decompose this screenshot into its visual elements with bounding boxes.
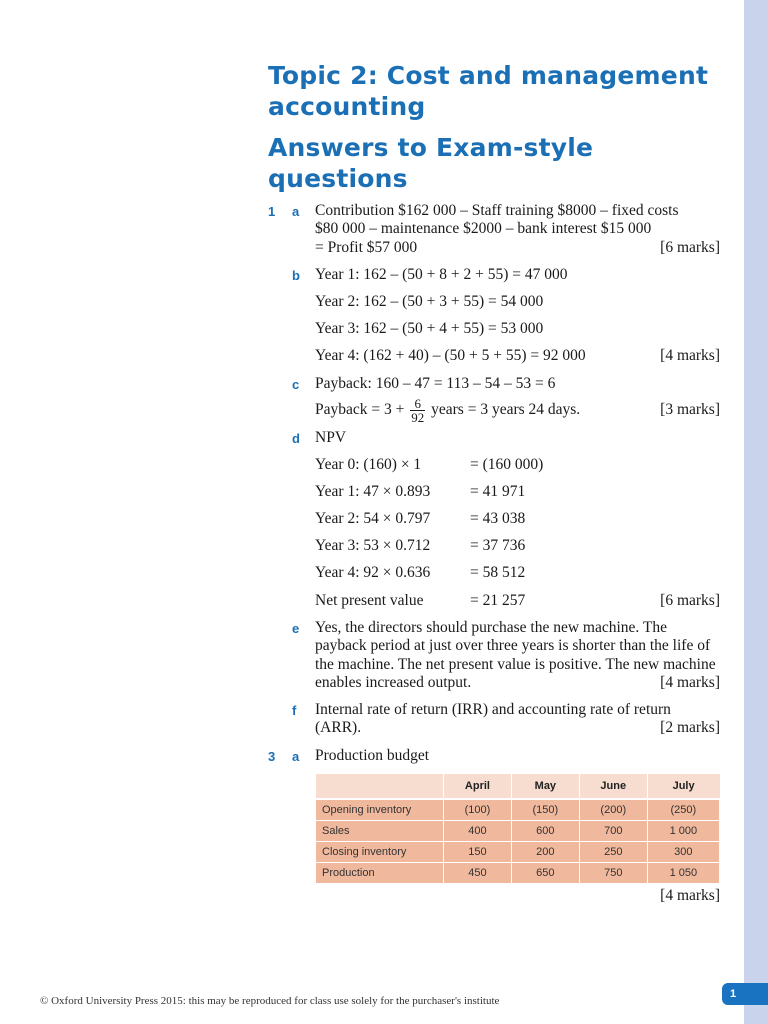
table-header-cell: May <box>511 774 579 799</box>
part-label-1d: d <box>292 431 300 446</box>
table-header-cell: June <box>579 774 647 799</box>
npv-row-left: Year 3: 53 × 0.712 <box>315 537 431 554</box>
part-label-1f: f <box>292 703 297 718</box>
table-cell: (150) <box>511 799 579 821</box>
table-cell: (250) <box>647 799 719 821</box>
row-label: Sales <box>316 821 444 842</box>
question-number-1: 1 <box>268 204 276 219</box>
answer-1a-line-1: Contribution $162 000 – Staff training $8000 – fixed costs <box>315 202 679 219</box>
table-cell: 1 000 <box>647 821 719 842</box>
marks-1d: [6 marks] <box>660 592 720 609</box>
table-row <box>316 821 720 842</box>
npv-row-right: = (160 000) <box>470 456 544 473</box>
page-number: 1 <box>722 983 768 1005</box>
table-cell: 200 <box>511 842 579 863</box>
marks-1a: [6 marks] <box>660 239 720 256</box>
npv-heading: NPV <box>315 429 347 446</box>
topic-title: Topic 2: Cost and management accounting <box>268 61 709 121</box>
answer-1b-line-2: Year 2: 162 – (50 + 3 + 55) = 54 000 <box>315 293 544 310</box>
part-label-1e: e <box>292 621 300 636</box>
npv-row-right: = 37 736 <box>470 537 526 554</box>
answer-1f-line-1: Internal rate of return (IRR) and accounting rate of return <box>315 701 671 718</box>
answer-1e-line-1: Yes, the directors should purchase the new machine. The <box>315 619 667 636</box>
answer-1e-line-2: payback period at just over three years is shorter than the life of <box>315 637 711 654</box>
table-row <box>316 863 720 884</box>
table-cell: 150 <box>444 842 512 863</box>
answer-1c-line-1: Payback: 160 – 47 = 113 – 54 – 53 = 6 <box>315 375 556 392</box>
row-label: Production <box>316 863 444 884</box>
npv-row-left: Year 1: 47 × 0.893 <box>315 483 431 500</box>
answers-title: Answers to Exam-style questions <box>268 133 594 193</box>
table-cell: 600 <box>511 821 579 842</box>
answer-1e-line-4: enables increased output. <box>315 674 472 691</box>
answer-1e-line-3: the machine. The net present value is positive. The new machine <box>315 656 716 673</box>
marks-1e: [4 marks] <box>660 674 720 691</box>
answer-1b-line-3: Year 3: 162 – (50 + 4 + 55) = 53 000 <box>315 320 544 337</box>
question-number-3: 3 <box>268 749 276 764</box>
production-budget-table <box>315 774 720 884</box>
answer-1f-line-2: (ARR). <box>315 719 362 736</box>
table-cell: 300 <box>647 842 719 863</box>
part-label-1c: c <box>292 377 300 392</box>
production-budget-heading: Production budget <box>315 747 430 764</box>
answer-1a-line-2: $80 000 – maintenance $2000 – bank interest $15 000 <box>315 220 652 237</box>
answer-1a-line-3: = Profit $57 000 <box>315 239 418 256</box>
marks-3a: [4 marks] <box>660 887 720 904</box>
table-cell: 750 <box>579 863 647 884</box>
table-cell: (100) <box>444 799 512 821</box>
table-row <box>316 799 720 821</box>
answer-1c-line-2: Payback = 3 + $\frac{6}{92}$ years = 3 years 24 days. <box>315 395 581 425</box>
part-label-3a: a <box>292 749 300 764</box>
part-label-1a: a <box>292 204 300 219</box>
table-cell: 400 <box>444 821 512 842</box>
npv-row-right: = 41 971 <box>470 483 526 500</box>
answer-1b-line-1: Year 1: 162 – (50 + 8 + 2 + 55) = 47 000 <box>315 266 568 283</box>
npv-row-left: Year 0: (160) × 1 <box>315 456 422 473</box>
table-cell: 450 <box>444 863 512 884</box>
table-header-row <box>316 774 720 799</box>
row-label: Opening inventory <box>316 799 444 821</box>
marks-1b: [4 marks] <box>660 347 720 364</box>
npv-row-left: Year 4: 92 × 0.636 <box>315 564 431 581</box>
row-label: Closing inventory <box>316 842 444 863</box>
table-cell: 1 050 <box>647 863 719 884</box>
table-cell: 700 <box>579 821 647 842</box>
answer-1b-line-4: Year 4: (162 + 40) – (50 + 5 + 55) = 92 000 <box>315 347 586 364</box>
payback-fraction: $\frac{6}{92}$ <box>411 395 425 425</box>
side-bar <box>744 0 768 1024</box>
npv-row-right: = 21 257 <box>470 592 526 609</box>
npv-row-right: = 58 512 <box>470 564 526 581</box>
npv-row-right: = 43 038 <box>470 510 526 527</box>
copyright-footer: © Oxford University Press 2015: this may be reproduced for class use solely for the purchaser's institute <box>40 995 500 1007</box>
table-cell: 250 <box>579 842 647 863</box>
table-header-cell: July <box>647 774 719 799</box>
table-cell: 650 <box>511 863 579 884</box>
table-header-blank <box>316 774 444 799</box>
npv-row-left: Year 2: 54 × 0.797 <box>315 510 431 527</box>
marks-1f: [2 marks] <box>660 719 720 736</box>
table-cell: (200) <box>579 799 647 821</box>
table-header-cell: April <box>444 774 512 799</box>
npv-row-left: Net present value <box>315 592 424 609</box>
part-label-1b: b <box>292 268 300 283</box>
table-row <box>316 842 720 863</box>
marks-1c: [3 marks] <box>660 401 720 418</box>
